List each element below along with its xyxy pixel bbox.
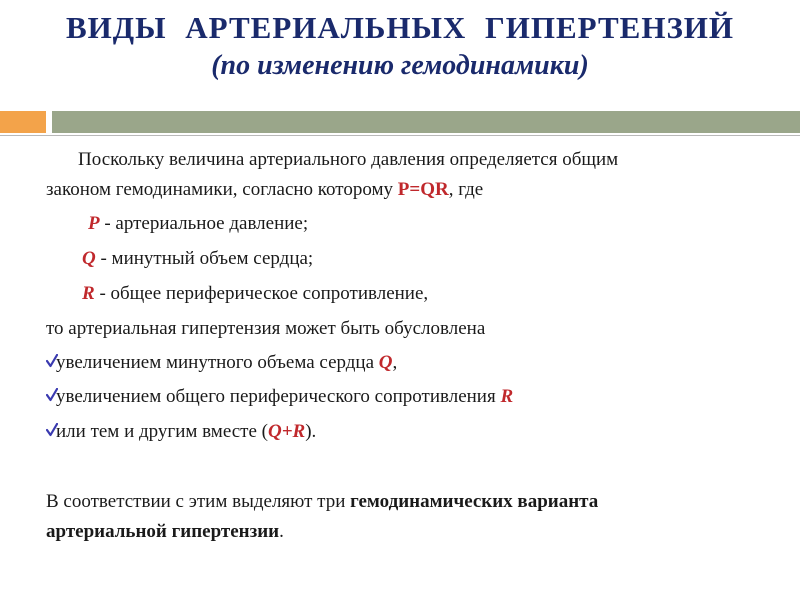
def-text: - общее периферическое сопротивление,	[94, 283, 429, 304]
decor-stripe-olive	[52, 111, 800, 133]
def-symbol: R	[82, 283, 95, 304]
conclusion-emphasis: гемодинамических варианта	[350, 491, 599, 512]
bullet-tail: ,	[392, 352, 398, 373]
lead-line	[46, 317, 485, 341]
definition-r	[82, 282, 428, 306]
def-text: - артериальное давление;	[99, 213, 309, 234]
bullet-text: увеличением общего периферического сопротивления	[56, 386, 501, 407]
decor-stripe-orange	[0, 111, 46, 133]
title-main: ВИДЫ АРТЕРИАЛЬНЫХ ГИПЕРТЕНЗИЙ	[65, 10, 735, 45]
intro-line-1	[78, 148, 618, 172]
bullet-symbol: Q	[378, 352, 393, 373]
title-subtitle: (по изменению гемодинамики)	[211, 50, 589, 81]
lead-text: то артериальная гипертензия может быть обусловлена	[46, 318, 486, 339]
conclusion-text: В соответствии с этим выделяют три	[46, 491, 351, 512]
def-text: - минутный объем сердца;	[95, 248, 314, 269]
bullet-symbol: R	[500, 386, 514, 407]
def-symbol: Q	[82, 248, 96, 269]
definition-q	[82, 247, 313, 271]
divider	[0, 135, 800, 136]
intro-text-1: Поскольку величина артериального давления определяется общим	[78, 149, 619, 170]
conclusion-line-1	[46, 490, 598, 514]
bullet-item	[56, 385, 513, 409]
bullet-text: увеличением минутного объема сердца	[56, 352, 379, 373]
conclusion-end: .	[279, 521, 284, 542]
definition-p	[88, 212, 308, 236]
bullet-item	[56, 351, 397, 375]
formula: P=QR	[397, 179, 449, 200]
bullet-symbol: Q+R	[267, 421, 306, 442]
slide-title	[0, 8, 800, 84]
intro-suffix: , где	[448, 179, 484, 200]
def-symbol: Р	[88, 213, 100, 234]
conclusion-line-2	[46, 520, 284, 544]
intro-text-2: законом гемодинамики, согласно которому	[46, 179, 398, 200]
bullet-text: или тем и другим вместе (	[56, 421, 268, 442]
conclusion-emphasis: артериальной гипертензии	[46, 521, 280, 542]
intro-line-2	[46, 178, 483, 202]
bullet-tail: ).	[305, 421, 317, 442]
bullet-item	[56, 420, 316, 444]
